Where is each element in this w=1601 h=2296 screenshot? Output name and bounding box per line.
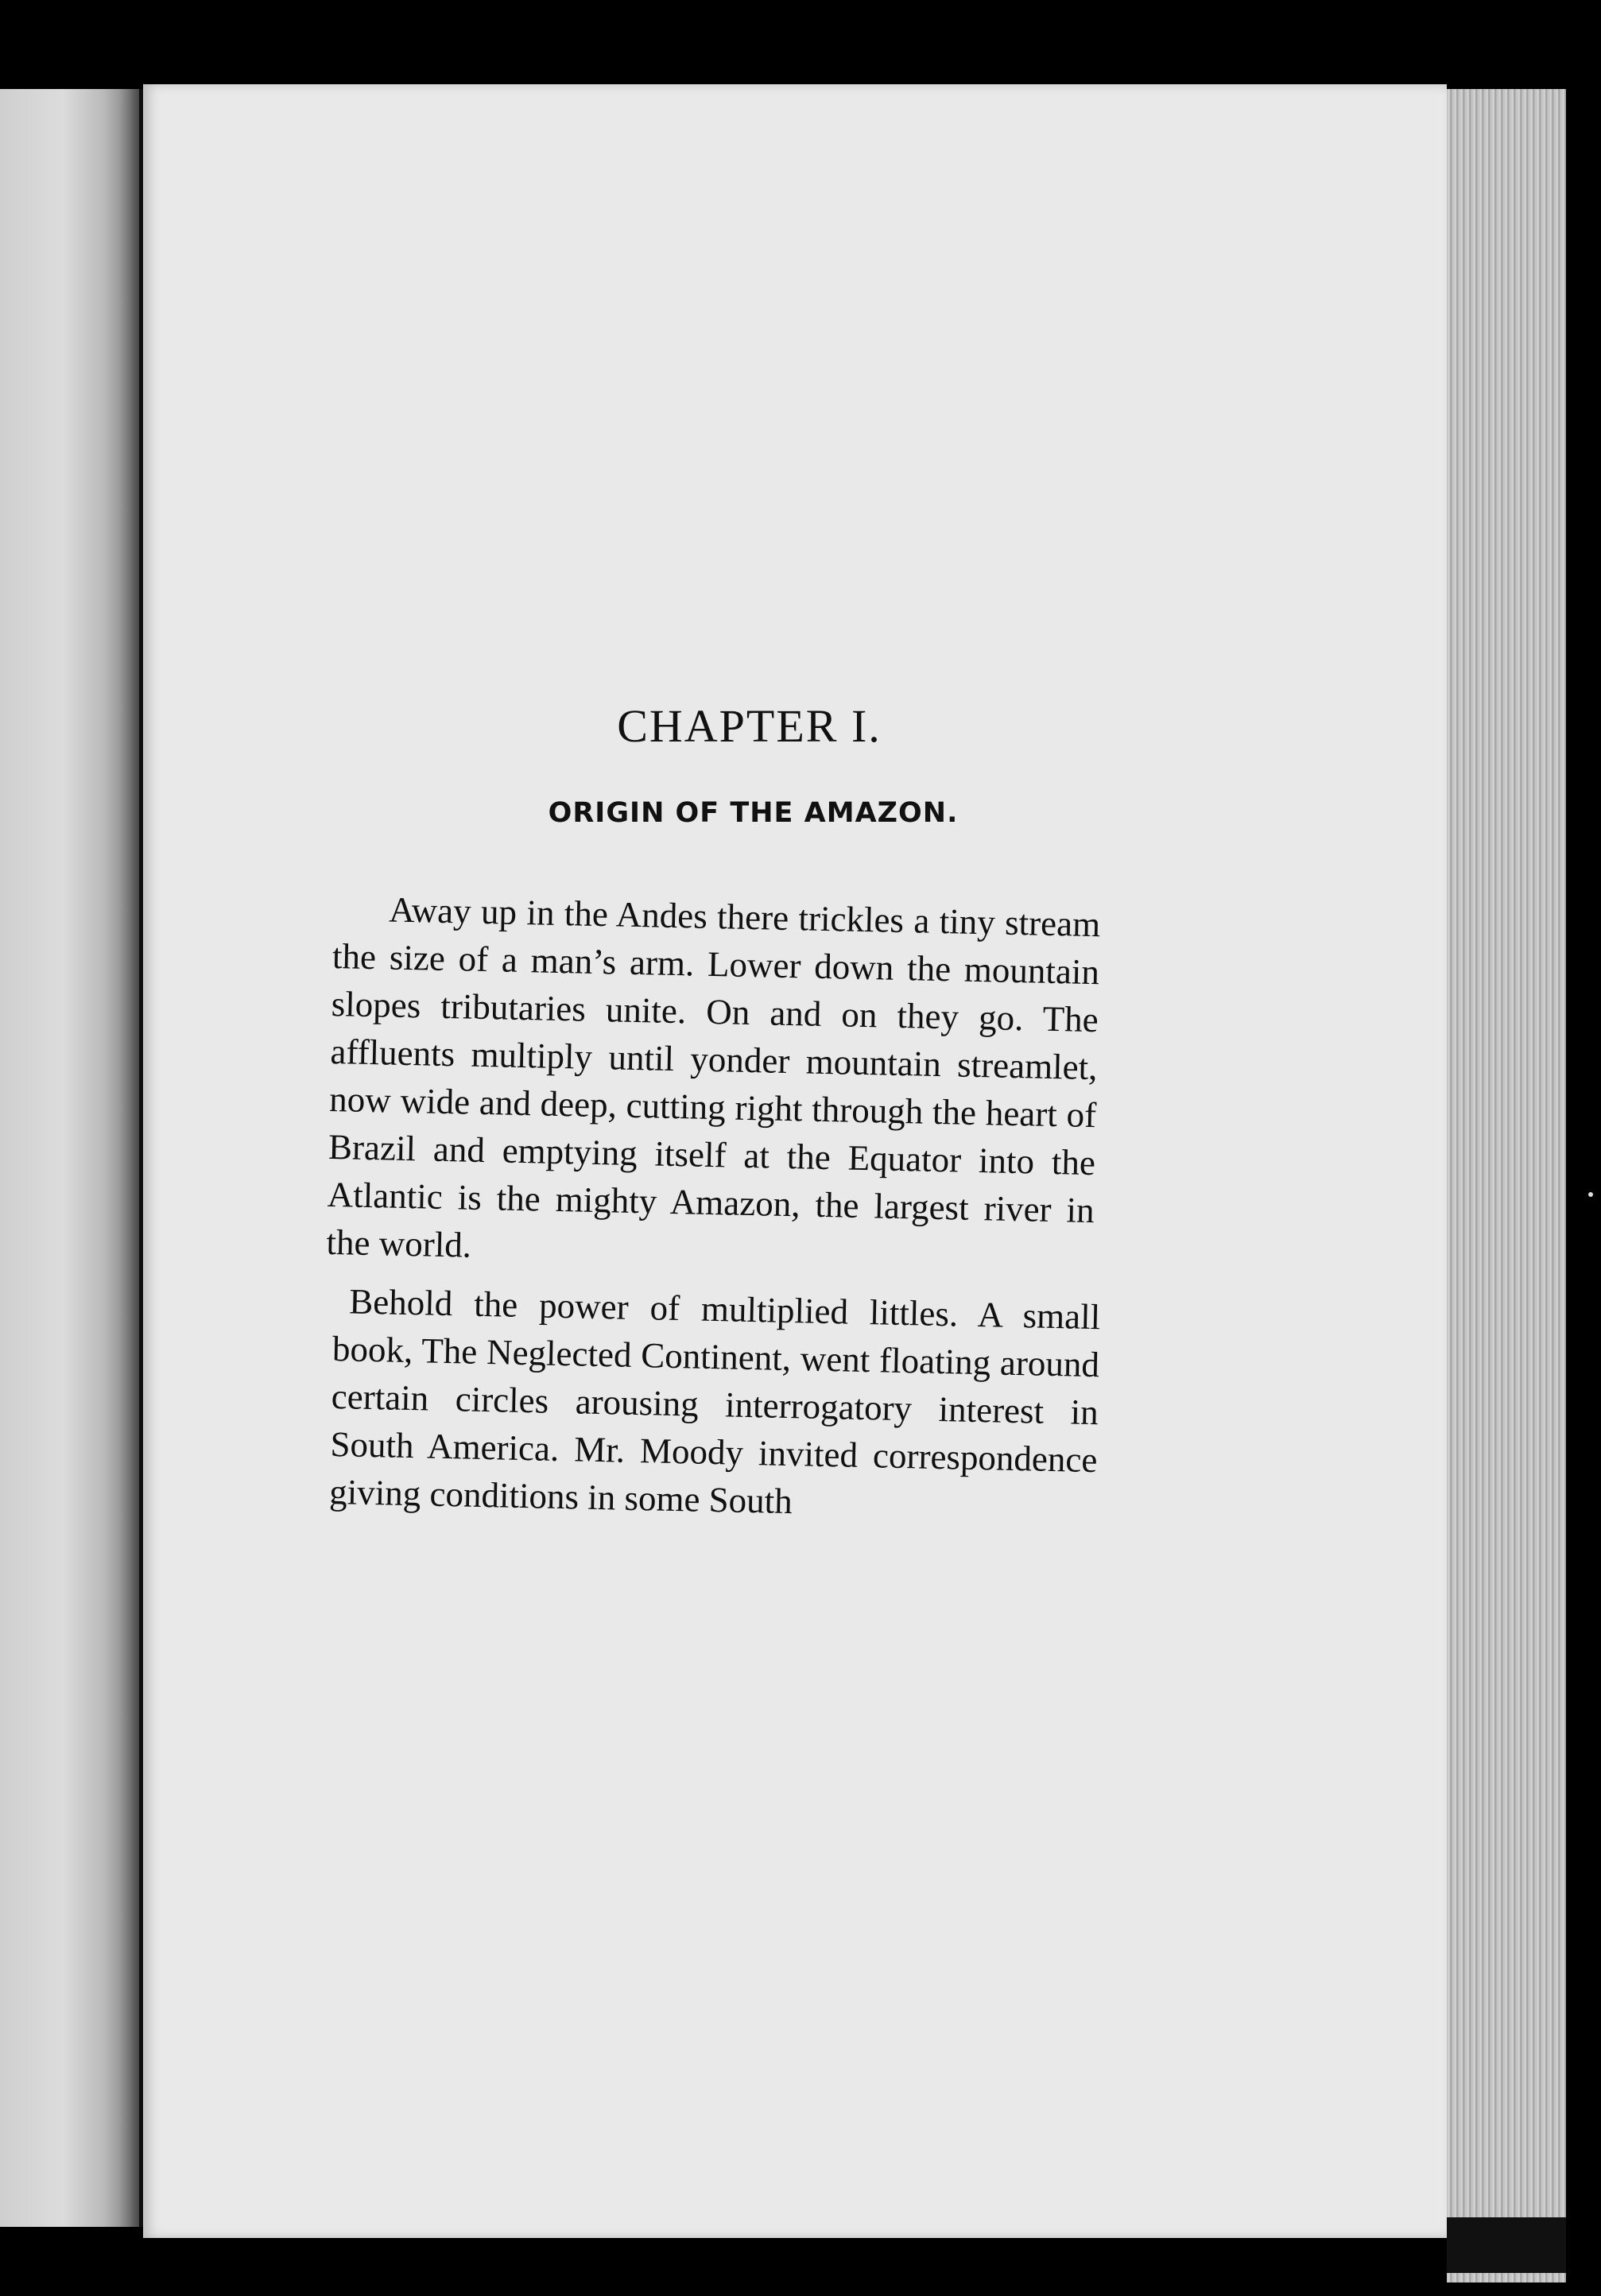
paragraph-2: Behold the power of multiplied littles. A small book, The Neglected Continent, went floating around certain circles arousing interrogatory interest in South America. Mr. Moody invited correspondence giving conditions in some South bbox=[328, 1281, 1101, 1522]
chapter-title: CHAPTER I. bbox=[617, 700, 882, 752]
page-text-block bbox=[326, 699, 1101, 1522]
scan-speck bbox=[1588, 1192, 1593, 1197]
chapter-subtitle: ORIGIN OF THE AMAZON. bbox=[548, 797, 959, 829]
previous-page-edge bbox=[0, 89, 139, 2227]
page-stack-shadow bbox=[1447, 2217, 1566, 2273]
paragraph-1: Away up in the Andes there trickles a tiny stream the size of a man’s arm. Lower down the mountain slopes tributaries unite. On and on they go. The affluents multiply until yonder mountain streamlet, now wide and deep, cutting right through the heart of Brazil and emptying itself at the Equator into the Atlantic is the mighty Amazon, the largest river in the world. bbox=[326, 889, 1101, 1265]
page-stack-edge bbox=[1447, 89, 1566, 2282]
